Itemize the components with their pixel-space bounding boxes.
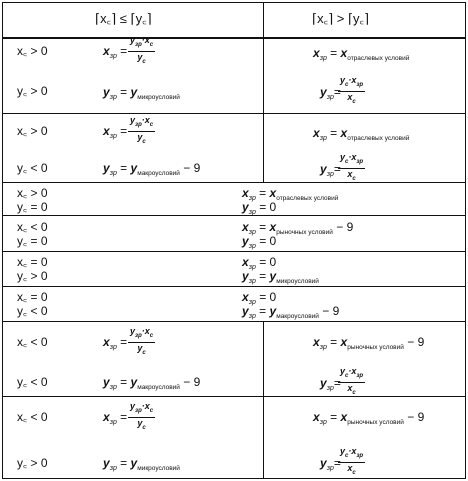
formula-xzp-label: $x_{зр}$ =	[103, 410, 128, 426]
row-divider	[2, 113, 466, 114]
cond-xc: x꜀ > 0	[17, 124, 48, 138]
row-divider	[2, 251, 466, 252]
formula-xzp: $x_{зр} = 0$	[242, 290, 277, 306]
header-left: ⌈x꜀⌉ ≤ ⌈y꜀⌉	[95, 11, 152, 26]
column-divider	[263, 321, 264, 479]
cond-yc: y꜀ > 0	[17, 456, 48, 470]
cond-xc: x꜀ = 0	[17, 290, 48, 304]
cond-yc: y꜀ < 0	[17, 161, 48, 175]
cond-yc: y꜀ = 0	[17, 200, 48, 214]
cond-xc: x꜀ = 0	[17, 255, 48, 269]
formula-yzp: $y_{зр} = 0$	[242, 234, 277, 250]
fraction: $y_{зр}\cdot x_c$ $y_c$	[130, 35, 154, 65]
formula-xzp: $x_{зр} = x_{рыночных условий} - 9$	[313, 410, 425, 426]
cond-xc: x꜀ > 0	[17, 186, 48, 200]
formula-xzp-label: $x_{зр}$ =	[103, 335, 128, 351]
table-left-border	[2, 2, 3, 479]
formula-yzp: $y_{зр} = y_{микроусловий}$	[103, 85, 180, 101]
column-divider	[263, 2, 264, 183]
formula-yzp: $y_{зр} = y_{макроусловий} - 9$	[103, 161, 201, 177]
cond-xc: x꜀ < 0	[17, 220, 48, 234]
cond-yc: y꜀ < 0	[17, 375, 48, 389]
formula-xzp: $x_{зр} = x_{отраслевых условий}$	[242, 186, 339, 202]
formula-xzp: $x_{зр} = x_{рыночных условий} - 9$	[242, 220, 354, 236]
fraction: $y_c\cdot x_{зр}$ $x_c$	[340, 366, 364, 396]
fraction: $y_c\cdot x_{зр}$ $x_c$	[340, 152, 364, 182]
cond-xc: x꜀ > 0	[17, 44, 48, 58]
fraction: $y_{зр}\cdot x_c$ $y_c$	[130, 326, 154, 356]
formula-yzp: $y_{зр} = y_{микроусловий}$	[103, 456, 180, 472]
fraction: $y_c\cdot x_{зр}$ $x_c$	[340, 75, 364, 105]
formula-yzp: $y_{зр} = 0$	[242, 200, 277, 216]
table-top-border	[2, 2, 466, 3]
cond-yc: y꜀ < 0	[17, 304, 48, 318]
formula-yzp-label: $y_{зр}=$	[320, 456, 341, 472]
formula-yzp: $y_{зр} = y_{микроусловий}$	[242, 269, 319, 285]
cond-xc: x꜀ < 0	[17, 410, 48, 424]
header-bottom-border	[2, 37, 466, 39]
fraction: $y_{зр}\cdot x_c$ $y_c$	[130, 115, 154, 145]
cond-yc: y꜀ = 0	[17, 234, 48, 248]
row-divider	[2, 396, 466, 397]
row-divider	[2, 182, 466, 183]
formula-xzp: $x_{зр} = x_{отраслевых условий}$	[313, 46, 410, 62]
row-divider	[2, 215, 466, 216]
formula-xzp-label: $x_{зр}$ =	[103, 44, 128, 60]
formula-yzp: $y_{зр} = y_{макроусловий} - 9$	[103, 375, 201, 391]
cond-yc: y꜀ > 0	[17, 84, 48, 98]
formula-xzp: $x_{зр} = x_{отраслевых условий}$	[313, 126, 410, 142]
cond-yc: y꜀ > 0	[17, 269, 48, 283]
fraction: $y_c\cdot x_{зр}$ $x_c$	[340, 446, 364, 476]
formula-xzp-label: $x_{зр}$ =	[103, 124, 128, 140]
formula-yzp-label: $y_{зр}=$	[320, 376, 341, 392]
formula-yzp-label: $y_{зр}=$	[320, 85, 341, 101]
table-right-border	[465, 2, 466, 479]
table-bottom-border	[2, 478, 466, 479]
formula-yzp: $y_{зр} = y_{макроусловий} - 9$	[242, 304, 340, 320]
cond-xc: x꜀ < 0	[17, 335, 48, 349]
formula-xzp: $x_{зр} = 0$	[242, 255, 277, 271]
row-divider	[2, 286, 466, 287]
formula-xzp: $x_{зр} = x_{рыночных условий} - 9$	[313, 335, 425, 351]
row-divider	[2, 321, 466, 322]
formula-yzp-label: $y_{зр}=$	[320, 162, 341, 178]
fraction: $y_{зр}\cdot x_c$ $y_c$	[130, 401, 154, 431]
header-right: ⌈x꜀⌉ > ⌈y꜀⌉	[312, 11, 370, 26]
